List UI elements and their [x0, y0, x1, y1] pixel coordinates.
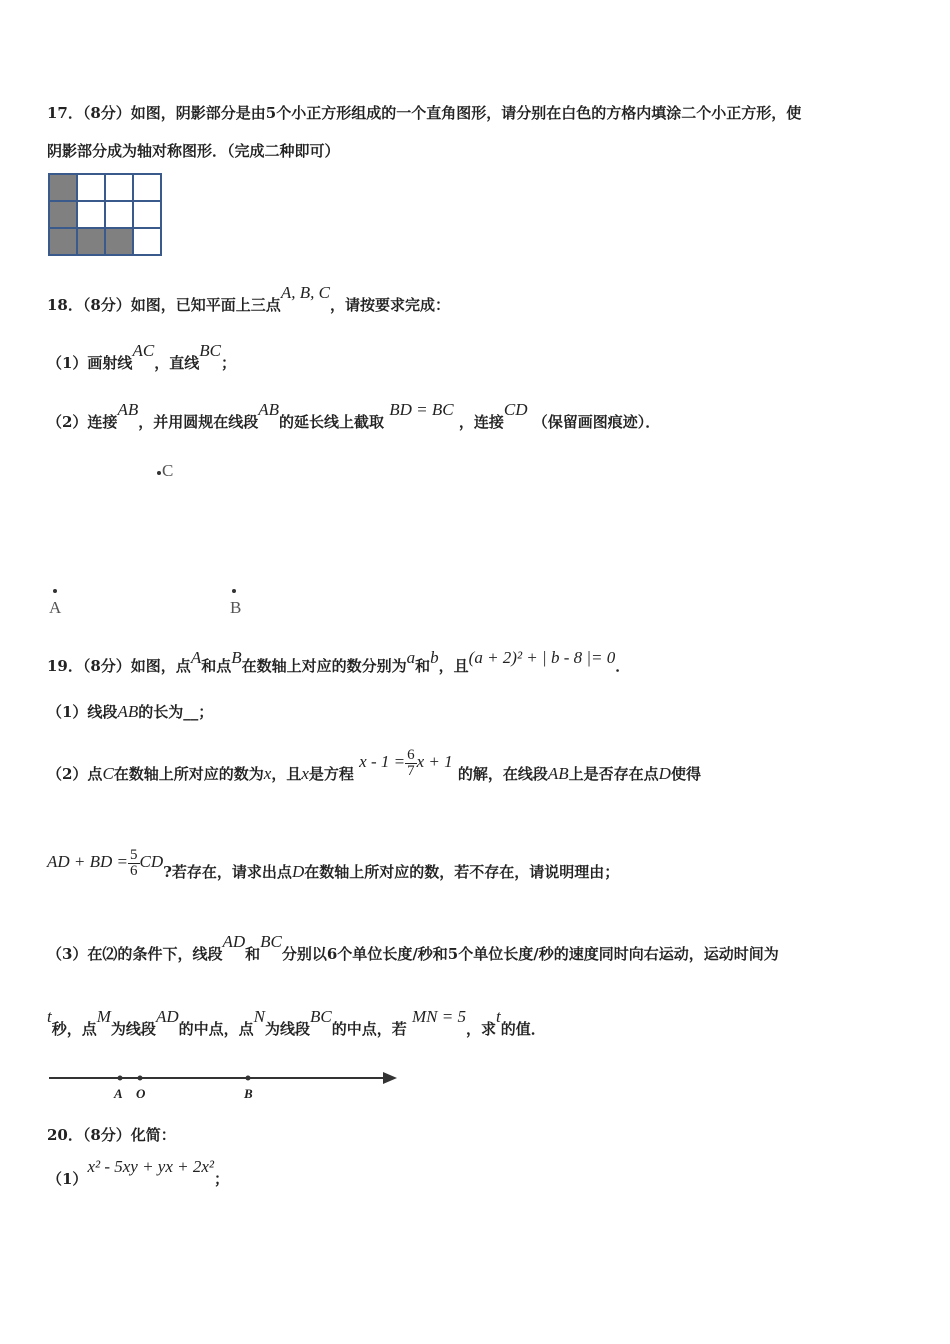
q19-part2: [47, 747, 701, 784]
q19-p3b-math-t2: t: [495, 1007, 501, 1026]
q19-p2b-equation: [47, 847, 164, 879]
q19-p2b-text2: 在数轴上所对应的数，若不存在，请说明理由；: [304, 863, 620, 882]
q19-p2-text5: 的解，在线段: [457, 765, 548, 784]
q19-p3b-text7: 的值．: [500, 1020, 546, 1038]
q19-p3b-text6: ，求: [465, 1020, 496, 1038]
q18-p2-text5: （保留画图痕迹）．: [532, 413, 661, 431]
q18-part1: [47, 341, 236, 373]
q19-p3b-text2: 为线段: [110, 1020, 156, 1038]
q19-p3b-math-m: M: [96, 1007, 111, 1026]
eq2-left: AD + BD =: [47, 852, 129, 872]
q19-stem-text3: 在数轴上对应的数分别为: [241, 657, 407, 675]
q19-part3: [47, 932, 779, 964]
axis-label-o: O: [136, 1086, 146, 1101]
grid-cell-shaded: [77, 228, 105, 255]
q20-p1-text2: ；: [214, 1170, 230, 1188]
q18-p2-text3: 的延长线上截取: [279, 413, 385, 431]
q19-p2b-text: ?若存在，请求出点: [163, 863, 292, 882]
grid-cell-blank: [105, 174, 133, 201]
q19-p2-text2: 在数轴上所对应的数为: [113, 765, 264, 784]
q19-p2-math-c: C: [102, 764, 114, 784]
axis-label-b: B: [244, 1086, 253, 1101]
eq-right: x + 1: [416, 752, 453, 772]
q19-p3b-text: 秒，点: [51, 1020, 97, 1038]
q19-stem-text4: 和: [415, 657, 431, 675]
eq-fraction: [405, 748, 417, 779]
q19-p3b-text4: 为线段: [264, 1020, 310, 1038]
q20-p1-expression: x² - 5xy + yx + 2x²: [87, 1157, 215, 1176]
q20-p1-text: （1）: [47, 1170, 88, 1188]
q19-p1-text: （1）线段: [47, 703, 118, 721]
q18-stem-text-end: ，请按要求完成：: [329, 296, 450, 314]
eq-numerator: 6: [407, 747, 415, 763]
q18-stem-text: 18．（8分）如图，已知平面上三点: [47, 296, 281, 314]
q18-p2-text2: ，并用圆规在线段: [138, 413, 259, 431]
q19-math-bv: b: [430, 648, 439, 667]
grid-cell-blank: [133, 228, 161, 255]
q19-p3b-math-ad: AD: [155, 1007, 179, 1026]
q19-p2-text: （2）点: [47, 765, 103, 784]
grid-cell-blank: [77, 201, 105, 228]
point-c-dot: [157, 471, 161, 475]
q17-line2: 阴影部分成为轴对称图形．（完成二种即可）: [47, 142, 340, 160]
q19-part2-cont: [47, 847, 620, 882]
grid-cell-shaded: [49, 228, 77, 255]
q18-p2-math-ab: AB: [117, 400, 139, 419]
q19-stem: [47, 648, 631, 676]
q19-p1-math-ab: AB: [117, 702, 139, 721]
point-b-dot: [232, 589, 236, 593]
q19-p2-math-x2: x: [301, 764, 309, 784]
q18-p2-text: （2）连接: [47, 413, 118, 431]
q17-line1: 17．（8分）如图，阴影部分是由5个小正方形组成的一个直角图形，请分别在白色的方格内填涂二个小正方形，使: [47, 104, 802, 122]
q19-stem-text: 19．（8分）如图，点: [47, 657, 191, 675]
grid-cell-blank: [133, 174, 161, 201]
q19-p2-text7: 使得: [670, 765, 701, 784]
grid-cell-shaded: [105, 228, 133, 255]
q18-p2-math-bd: BD = BC: [389, 400, 454, 419]
q20-stem: 20．（8分）化简：: [47, 1126, 176, 1144]
q19-p3b-math-bc: BC: [309, 1007, 332, 1026]
eq2-right: CD: [139, 852, 164, 872]
q19-p2-text3: ，且: [271, 765, 302, 784]
q19-part1: [47, 701, 213, 722]
q19-p3-text: （3）在⑵的条件下，线段: [47, 945, 223, 963]
q19-p3-text3: 分别以6个单位长度/秒和5个单位长度/秒的速度同时向右运动，运动时间为: [281, 945, 779, 963]
axis-label-a: A: [114, 1086, 123, 1101]
q20-part1: [47, 1157, 230, 1189]
q19-p3b-math-n: N: [253, 1007, 265, 1026]
q19-part3-cont: [47, 1007, 546, 1039]
q19-p2-math-d: D: [658, 764, 671, 784]
q19-p2b-math-d: D: [291, 862, 305, 882]
grid-cell-blank: [105, 201, 133, 228]
q18-part2: [47, 400, 661, 432]
q19-p3-text2: 和: [245, 945, 261, 963]
q19-p1-text2: 的长为__；: [138, 703, 214, 721]
number-line-axis: [45, 1068, 405, 1088]
eq2-denominator: 6: [130, 863, 138, 879]
q19-stem-text6: ．: [615, 657, 631, 675]
q19-p3-math-bc: BC: [260, 932, 282, 951]
q18-p2-text4: ，连接: [458, 413, 504, 431]
q18-p1-text3: ；: [220, 354, 236, 372]
q19-math-equation: (a + 2)² + | b - 8 |= 0: [468, 648, 616, 667]
point-a-label: A: [49, 598, 62, 617]
q18-p1-text2: ，直线: [154, 354, 200, 372]
q18-p2-math-cd: CD: [503, 400, 528, 419]
q19-stem-text5: ，且: [438, 657, 469, 675]
q19-math-b: B: [231, 648, 242, 667]
q19-p3b-text3: 的中点，点: [178, 1020, 254, 1038]
q19-p3b-text5: 的中点，若: [331, 1020, 407, 1038]
q19-p3b-math-mn: MN = 5: [411, 1007, 466, 1026]
q18-p2-math-ab2: AB: [258, 400, 280, 419]
q19-p2-math-x: x: [263, 764, 272, 784]
eq-denominator: 7: [407, 763, 415, 779]
q18-points-math: A, B, C: [280, 283, 330, 302]
q17-grid-figure: [48, 173, 162, 256]
point-a-dot: [53, 589, 57, 593]
q19-p3b-math-t: t: [47, 1007, 52, 1026]
q19-p2-equation: [359, 747, 453, 779]
q19-math-av: a: [406, 648, 416, 667]
q19-stem-text2: 和点: [201, 657, 232, 675]
eq-left: x - 1 =: [359, 752, 406, 772]
q19-math-a: A: [190, 648, 202, 667]
q19-p2-math-ab: AB: [547, 764, 569, 784]
point-b-label: B: [230, 598, 242, 617]
q19-p3-math-ad: AD: [222, 932, 246, 951]
q18-p1-math-bc: BC: [199, 341, 221, 360]
grid-cell-shaded: [49, 174, 77, 201]
grid-cell-shaded: [49, 201, 77, 228]
q18-stem: [47, 283, 450, 315]
grid-cell-blank: [133, 201, 161, 228]
q19-p2-text4: 是方程: [308, 765, 354, 784]
grid-cell-blank: [77, 174, 105, 201]
q18-p1-text: （1）画射线: [47, 354, 133, 372]
q18-p1-math-ac: AC: [132, 341, 155, 360]
eq2-numerator: 5: [130, 847, 138, 863]
eq2-fraction: [128, 848, 140, 879]
q19-p2-text6: 上是否存在点: [568, 765, 659, 784]
point-c-label: C: [162, 461, 174, 480]
